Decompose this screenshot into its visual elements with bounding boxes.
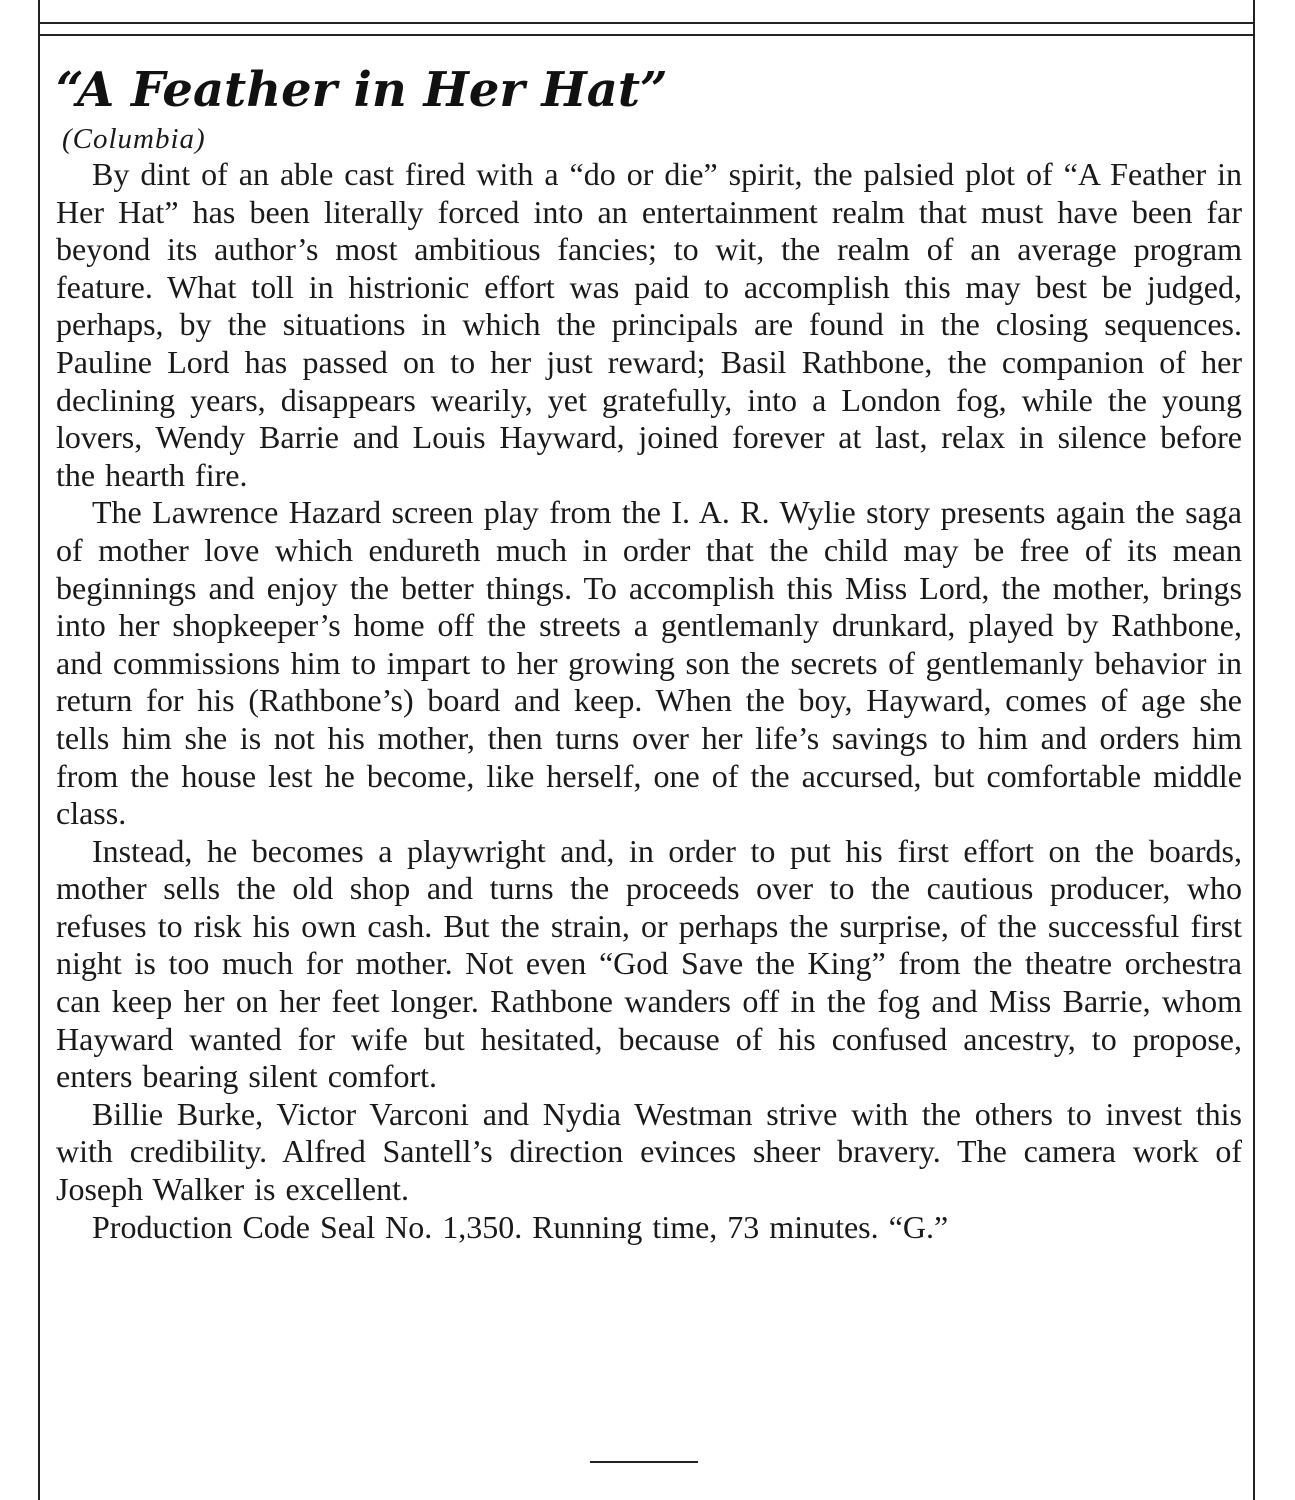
review-title: “A Feather in Her Hat”: [56, 62, 668, 118]
header-rule: [38, 34, 1255, 36]
studio-name: (Columbia): [62, 123, 206, 155]
review-paragraph-1: By dint of an able cast fired with a “do or die” spirit, the palsied plot of “A Feather in Her Hat” has been literally forced into an entertainment realm that must have been far beyond its author’s most ambitious fancies; to wit, the realm of an average program feature. What toll in histrionic effort was paid to accomplish this may best be judged, perhaps, by the situations in which the principals are found in the closing sequences. Pauline Lord has passed on to her just reward; Basil Rathbone, the companion of her declining years, disappears wearily, yet gratefully, into a London fog, while the young lovers, Wendy Barrie and Louis Hayward, joined forever at last, relax in silence before the hearth fire.: [56, 156, 1242, 493]
production-details: Production Code Seal No. 1,350. Running time, 73 minutes. “G.”: [92, 1208, 949, 1245]
review-paragraph-3: Instead, he becomes a playwright and, in order to put his first effort on the boards, mother sells the old shop and turns the proceeds over to the cautious producer, who refuses to risk his own cash. But the strain, or perhaps the surprise, of the successful first night is too much for mother. Not even “God Save the King” from the theatre orchestra can keep her on her feet longer. Rathbone wanders off in the fog and Miss Barrie, whom Hayward wanted for wife but hesitated, because of his confused ancestry, to propose, enters bearing silent comfort.: [56, 832, 1242, 1095]
top-rule: [38, 22, 1255, 24]
review-article: [56, 58, 1242, 1246]
review-paragraph-4: Billie Burke, Victor Varconi and Nydia Westman strive with the others to invest this with credibility. Alfred Santell’s direction evinces sheer bravery. The camera work of Joseph Walker is excellent.: [56, 1095, 1242, 1208]
end-rule: [590, 1461, 698, 1463]
review-paragraph-2: The Lawrence Hazard screen play from the I. A. R. Wylie story presents again the saga of mother love which endureth much in order that the child may be free of its mean beginnings and enjoy the better things. To accomplish this Miss Lord, the mother, brings into her shopkeeper’s home off the streets a gentlemanly drunkard, played by Rathbone, and commissions him to impart to her growing son the secrets of gentlemanly behavior in return for his (Rathbone’s) board and keep. When the boy, Hayward, comes of age she tells him she is not his mother, then turns over her life’s savings to him and orders him from the house lest he become, like herself, one of the accursed, but comfortable middle class.: [56, 494, 1242, 832]
